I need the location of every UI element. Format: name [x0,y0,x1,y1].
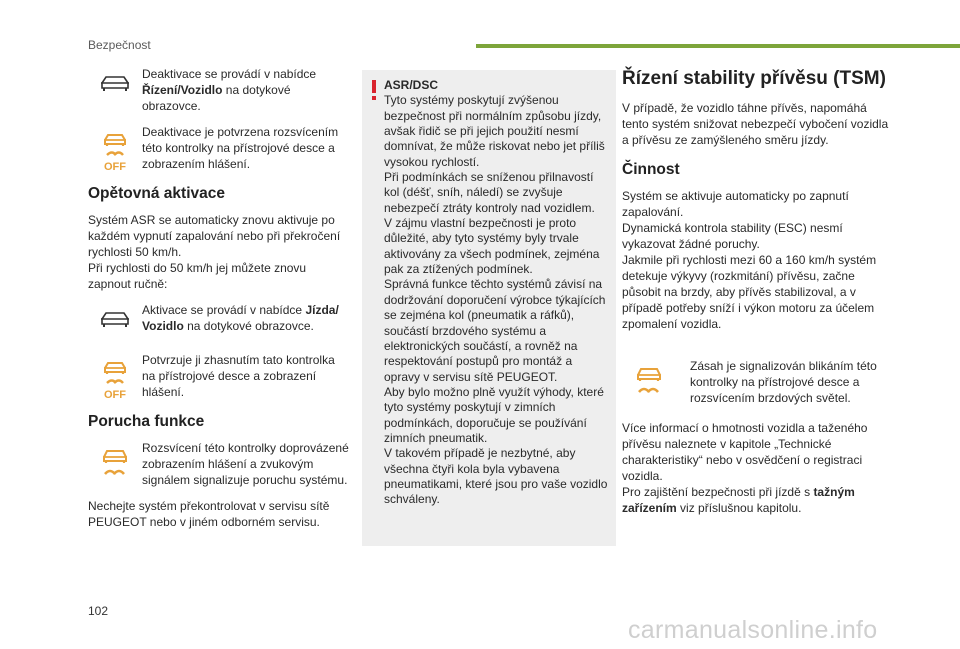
activation-menu-row [88,302,350,334]
reactivation-text-manual: Při rychlosti do 50 km/h jej můžete znovu zapnout ručně: [88,261,307,291]
malfunction-row [88,440,350,488]
tsm-title: Řízení stability přívěsu (TSM) [622,68,886,89]
activation-menu-text: Aktivace se provádí v nabídce Jízda/ Vozidlo na dotykové obrazovce. [142,303,339,333]
tsm-intro: V případě, že vozidlo táhne přívěs, napomáhá tento systém snižovat nebezpečí vybočení vozidla a přívěsu ze zamýšleného směru jízdy. [622,101,889,147]
warning-box-text [384,78,610,508]
deactivation-menu-text: Deaktivace se provádí v nabídce Řízení/Vozidlo na dotykové obrazovce. [142,67,317,113]
activation-confirm-row [88,352,350,400]
deactivation-confirm-row [88,124,350,172]
section-header: Bezpečnost [88,38,151,52]
reactivation-heading: Opětovná aktivace [88,185,225,202]
warning-line: V takovém případě je nezbytné, aby všechna čtyři kola byla vybavena pneumatikami, které jsou pro vaše vozidlo schváleny. [384,446,608,507]
malfunction-advice: Nechejte systém překontrolovat v servisu sítě PEUGEOT nebo v jiném odborném servisu. [88,499,330,529]
esc-warning-icon [622,358,676,400]
operation-line: Dynamická kontrola stability (ESC) nesmí vykazovat žádné poruchy. [622,221,843,251]
operation-line: Jakmile při rychlosti mezi 60 a 160 km/h systém detekuje výkyvy (rozkmitání) přívěsu, začne působit na brzdy, aby přívěs stabilizoval, a v případě potřeby sníží i výkon motoru za účelem zpomalení vozidla. [622,253,877,331]
intervention-row [622,358,892,406]
towing-text: Pro zajištění bezpečnosti při jízdě s tažným zařízením viz příslušnou kapitolu. [622,485,855,515]
esc-warning-icon [88,440,142,482]
deactivation-menu-row [88,66,350,114]
warning-line: Při podmínkách se sníženou přilnavostí kol (déšť, sníh, náledí) se zvyšuje nebezpečí ztráty kontroly nad vozidlem. [384,170,595,215]
off-label: OFF [104,389,126,400]
deactivation-confirm-text: Deaktivace je potvrzena rozsvícením této kontrolky na přístrojové desce a zobrazením hlášení. [142,125,339,171]
warning-line: Aby bylo možno plně využít výhody, které tyto systémy poskytují v zimních podmínkách, doporučuje se používání zimních pneumatik. [384,384,604,445]
asr-dsc-warning-box [362,70,616,546]
header-accent-bar [476,44,960,48]
esc-off-warning-icon [88,124,142,172]
malfunction-heading: Porucha funkce [88,413,205,430]
reactivation-text: Systém ASR se automaticky znovu aktivuje po každém vypnutí zapalování nebo při překročení rychlosti 50 km/h. [88,213,341,259]
esc-off-warning-icon [88,352,142,400]
operation-line: Systém se aktivuje automaticky po zapnutí zapalování. [622,189,849,219]
column-right [622,66,892,524]
operation-heading: Činnost [622,161,680,178]
warning-line: Tyto systémy poskytují zvýšenou bezpečnost při normálním způsobu jízdy, avšak řidič se při jejich použití nesmí domnívat, že může riskovat nebo jet příliš vysokou rychlostí. [384,93,605,169]
intervention-text: Zásah je signalizován blikáním této kontrolky na přístrojové desce a rozsvícením brzdových světel. [690,359,877,405]
car-icon [88,66,142,92]
activation-confirm-text: Potvrzuje ji zhasnutím tato kontrolka na přístrojové desce a zobrazení hlášení. [142,353,335,399]
more-info-text: Více informací o hmotnosti vozidla a taženého přívěsu naleznete v kapitole „Technické charakteristiky“ nebo v osvědčení o registraci vozidla. [622,421,868,483]
page-number: 102 [88,604,109,618]
column-left [88,66,350,538]
malfunction-text: Rozsvícení této kontrolky doprovázené zobrazením hlášení a zvukovým signálem signalizuje poruchu systému. [142,441,349,487]
car-icon [88,302,142,328]
watermark: carmanualsonline.info [628,616,878,644]
exclamation-icon [371,80,377,100]
off-label: OFF [104,161,126,172]
warning-box-title: ASR/DSC [384,78,439,92]
warning-line: V zájmu vlastní bezpečnosti je proto důležité, aby tyto systémy byly trvale aktivovány za všech podmínek, zejména pak za ztížených podmínek. [384,216,600,277]
warning-line: Správná funkce těchto systémů závisí na dodržování doporučení výrobce týkajících se zejména kol (pneumatik a ráfků), součástí brzdového systému a elektronických součástí, a rovněž na respektování postupů pro montáž a opravy v servisu sítě PEUGEOT. [384,277,606,384]
